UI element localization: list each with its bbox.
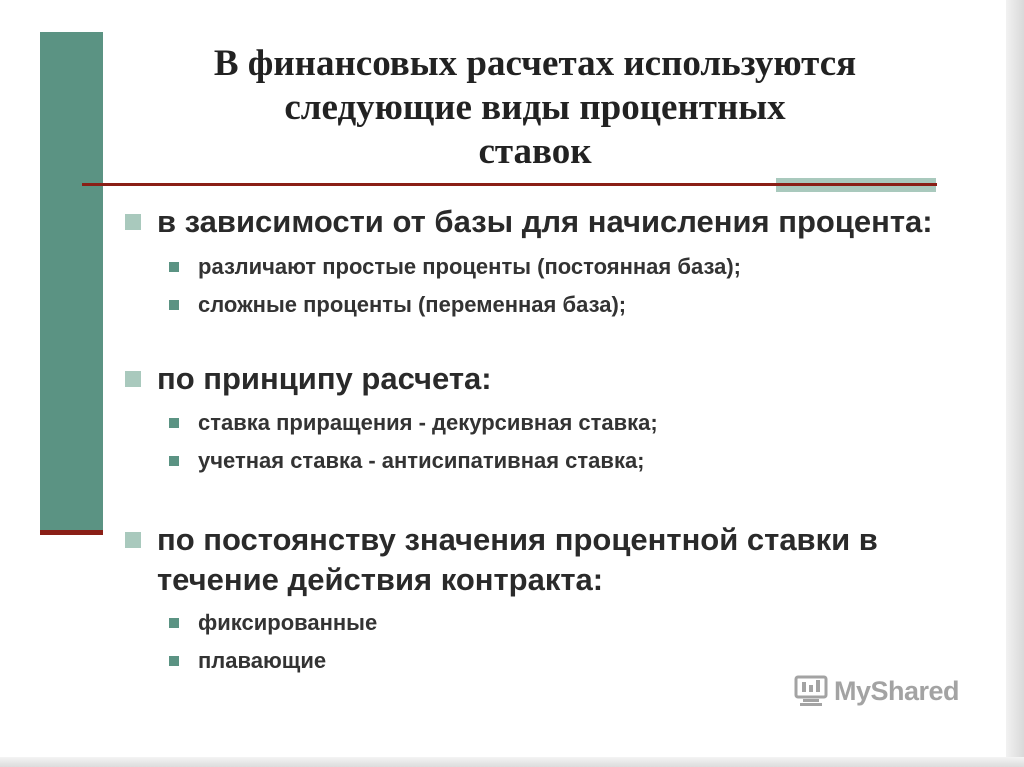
slide-frame-bottom [0,757,1024,767]
square-bullet-icon [169,418,179,428]
myshared-watermark-text: MyShared [834,675,960,706]
bullet-section [125,520,945,680]
square-bullet-icon [125,371,141,387]
slide-title-line: следующие виды процентных [284,87,786,128]
sub-bullet-list [125,404,945,480]
slide-frame-right [1006,0,1024,767]
sub-bullet-text: фиксированные [198,610,378,635]
bullet-heading-text: по постоянству значения процентной ставки в течение действия контракта: [157,522,878,597]
bullet-heading [125,202,945,242]
square-bullet-icon [169,656,179,666]
sub-bullet-text: ставка приращения - декурсивная ставка; [198,410,658,435]
side-accent-bar [40,32,103,532]
sub-bullet-text: сложные проценты (переменная база); [198,292,627,317]
square-bullet-icon [169,262,179,272]
side-accent-bar-edge [40,530,103,535]
bullet-heading-text: в зависимости от базы для начисления процента: [157,204,933,239]
bullet-section [125,202,945,324]
sub-bullet-text: различают простые проценты (постоянная база); [198,254,741,279]
myshared-logo-icon [793,674,829,708]
sub-bullet-item [125,442,945,480]
sub-bullet-item [125,604,945,642]
square-bullet-icon [125,214,141,230]
bullet-heading [125,520,945,600]
bullet-heading-text: по принципу расчета: [157,361,492,396]
sub-bullet-item [125,248,945,286]
slide-title-line: ставок [478,131,592,172]
slide-title-line: В финансовых расчетах используются [213,43,857,84]
sub-bullet-item [125,286,945,324]
sub-bullet-list [125,248,945,324]
bullet-section [125,359,945,480]
bullet-content [125,202,945,680]
sub-bullet-text: учетная ставка - антисипативная ставка; [198,448,645,473]
myshared-watermark[interactable] [793,672,959,710]
sub-bullet-list [125,604,945,680]
square-bullet-icon [125,532,141,548]
sub-bullet-text: плавающие [198,648,327,673]
sub-bullet-item [125,404,945,442]
title-divider-accent [776,178,936,192]
square-bullet-icon [169,618,179,628]
square-bullet-icon [169,456,179,466]
square-bullet-icon [169,300,179,310]
bullet-heading [125,359,945,399]
slide-title [150,42,920,174]
